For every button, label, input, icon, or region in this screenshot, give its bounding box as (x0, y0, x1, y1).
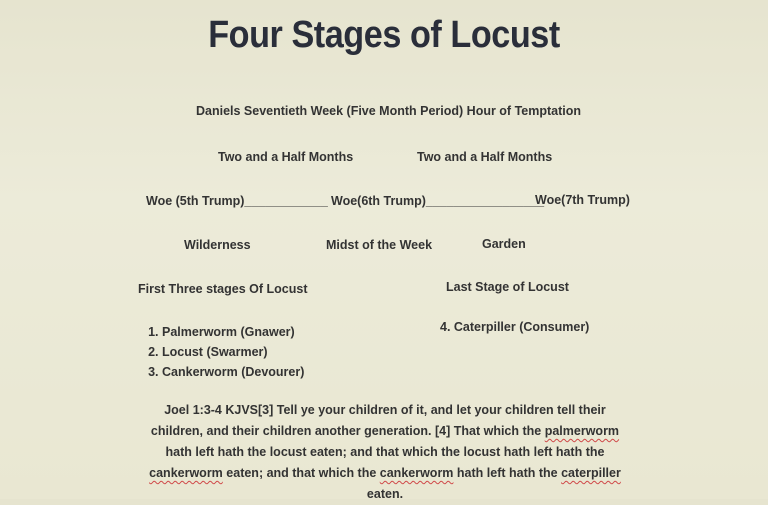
first-half-label: Two and a Half Months (218, 150, 354, 164)
woe-5th-trump: Woe (5th Trump)____________ (146, 194, 328, 208)
scripture-text: hath left hath the (453, 466, 562, 480)
list-item: 2. Locust (Swarmer) (162, 342, 304, 362)
misspelled-word: caterpiller (561, 466, 621, 480)
scripture-text: hath left hath the locust eaten; and that which the locust hath left hath the (165, 445, 605, 459)
subtitle: Daniels Seventieth Week (Five Month Period) Hour of Temptation (196, 104, 581, 118)
first-stages-list (146, 322, 304, 382)
first-stages-header: First Three stages Of Locust (138, 282, 308, 296)
scripture-text: eaten. (366, 487, 404, 501)
woe-6th-trump: Woe(6th Trump)_________________ (331, 194, 545, 208)
scripture-text: Joel 1:3-4 KJVS[3] Tell ye your children of it, and let your children tell their children, and their children another generation. [4] That which the (150, 403, 606, 438)
woe-7th-trump: Woe(7th Trump) (535, 193, 630, 207)
place-garden: Garden (482, 237, 526, 251)
misspelled-word: cankerworm (149, 466, 223, 480)
place-midst: Midst of the Week (326, 238, 433, 252)
list-item: 1. Palmerworm (Gnawer) (162, 322, 304, 342)
misspelled-word: cankerworm (379, 466, 454, 480)
misspelled-word: palmerworm (544, 424, 620, 438)
scripture-text: eaten; and that which the (222, 466, 380, 480)
scripture-paragraph (140, 400, 630, 505)
list-item: 3. Cankerworm (Devourer) (162, 362, 304, 382)
page-title: Four Stages of Locust (208, 14, 560, 56)
last-stage-header: Last Stage of Locust (446, 280, 569, 294)
second-half-label: Two and a Half Months (417, 150, 553, 164)
place-wilderness: Wilderness (184, 238, 251, 252)
last-stage-item: 4. Caterpiller (Consumer) (440, 320, 590, 334)
